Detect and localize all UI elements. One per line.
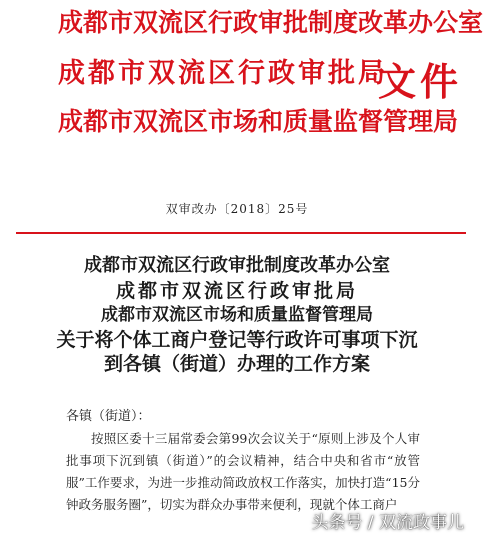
document-masthead [0,0,483,172]
source-watermark: 头条号 / 双流政事儿 [311,513,464,533]
title-subject-2: 到各镇（街道）办理的工作方案 [103,353,370,375]
title-issuer-1: 成都市双流区行政审批制度改革办公室 [84,255,390,276]
masthead-file-word: 文件 [378,59,463,104]
body-paragraph: 按照区委十三届常委会第99次会议关于“原则上涉及个人审批事项下沉到镇（街道）”的会议精神，结合中央和省市“放管服”工作要求，为进一步推动简政放权工作落实，加快打造“15分钟政务服务圈”，切实为群众办事带来便利，现就个体工商户 [66,431,420,512]
red-divider-line [16,232,466,234]
title-issuer-3: 成都市双流区市场和质量监督管理局 [101,305,373,325]
title-subject-1: 关于将个体工商户登记等行政许可事项下沉 [56,329,418,351]
salutation: 各镇（街道）： [66,409,151,424]
title-issuer-2: 成都市双流区行政审批局 [115,280,358,302]
document-number: 双审改办〔2018〕25号 [165,202,309,216]
masthead-issuer-1: 成都市双流区行政审批制度改革办公室 [58,8,483,37]
masthead-issuer-3: 成都市双流区市场和质量监督管理局 [58,107,459,136]
masthead-issuer-2: 成都市双流区行政审批局 [58,58,388,89]
